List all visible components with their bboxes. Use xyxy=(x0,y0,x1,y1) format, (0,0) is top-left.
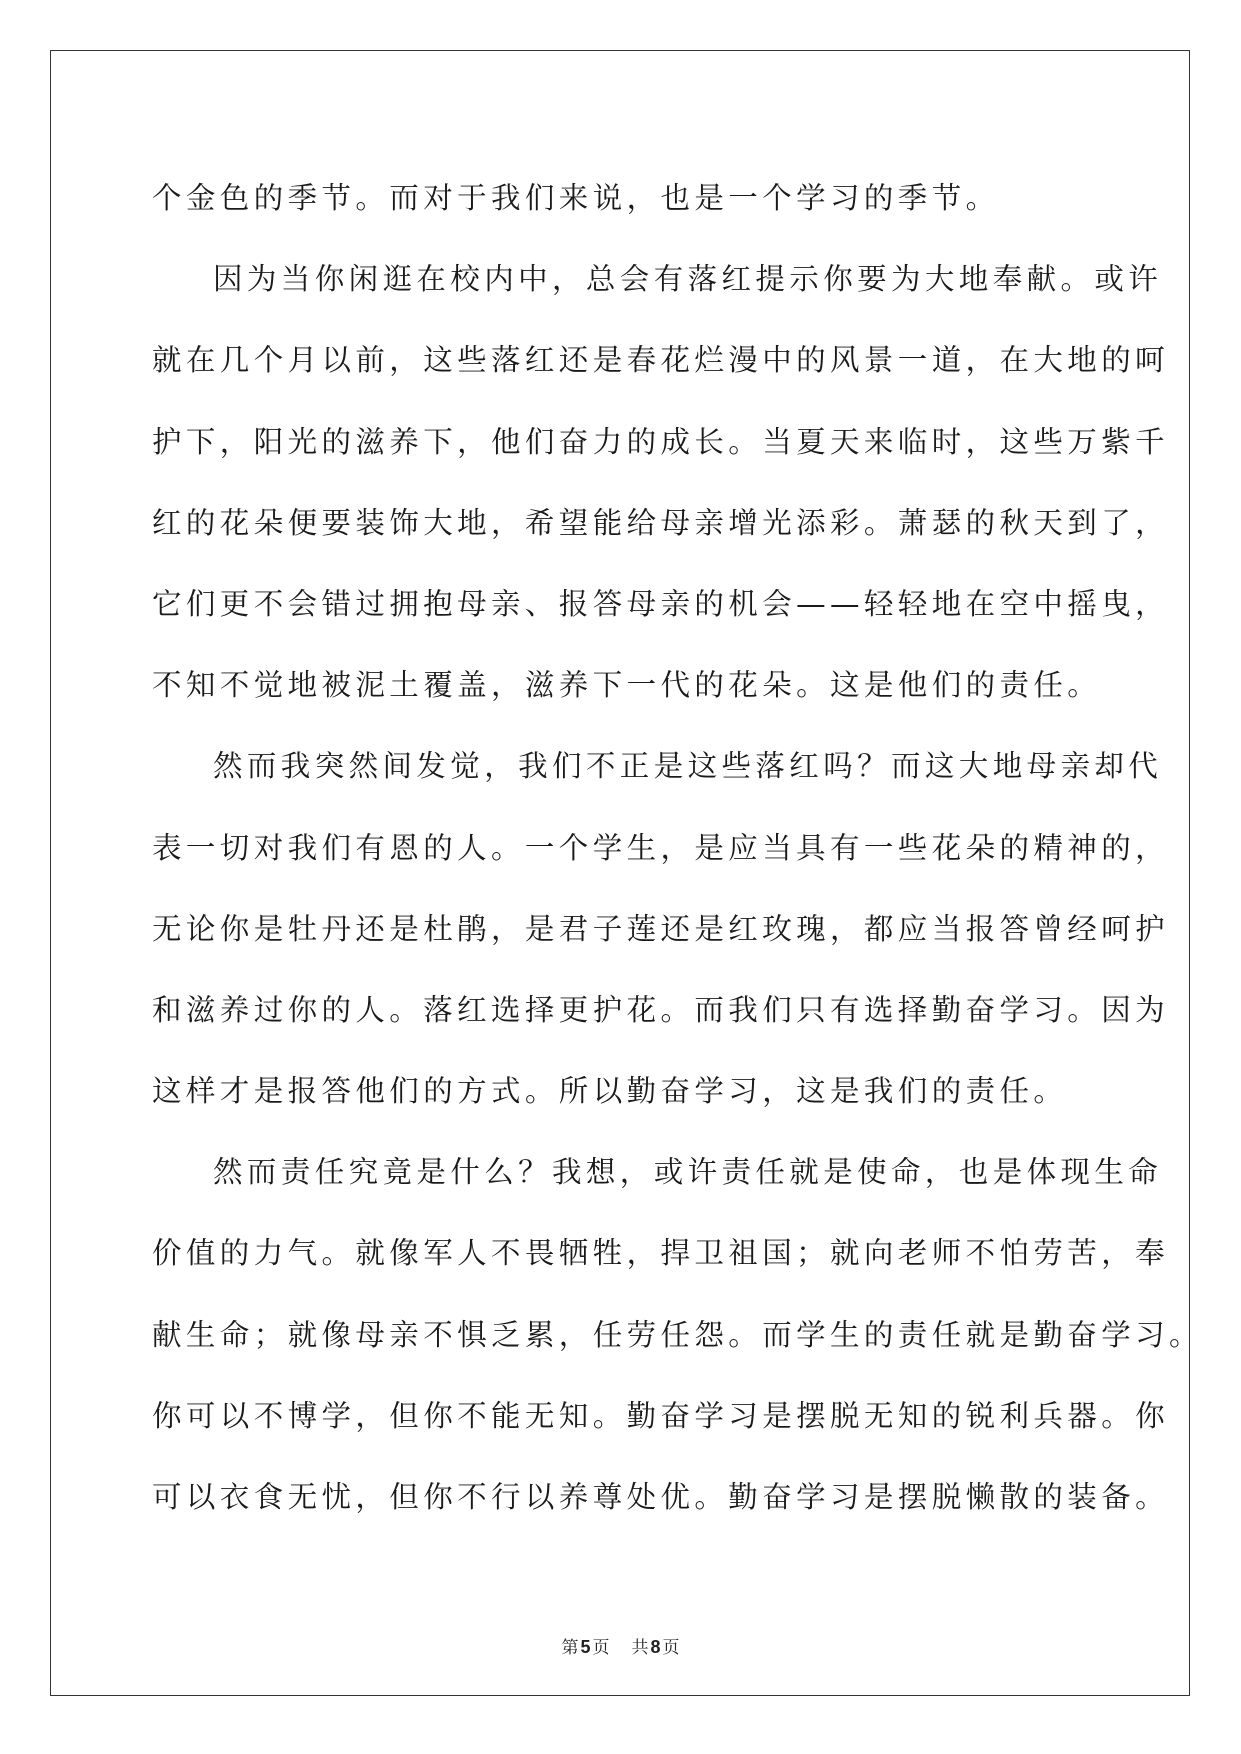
page-prefix: 第 xyxy=(561,1638,579,1658)
text-line-5: 红的花朵便要装饰大地，希望能给母亲增光添彩。萧瑟的秋天到了， xyxy=(152,505,1170,540)
text-line-2: 因为当你闲逛在校内中，总会有落红提示你要为大地奉献。或许 xyxy=(213,262,1163,297)
text-line-16: 你可以不博学，但你不能无知。勤奋学习是摆脱无知的锐利兵器。你 xyxy=(152,1398,1170,1433)
text-line-8: 然而我突然间发觉，我们不正是这些落红吗？而这大地母亲却代 xyxy=(213,749,1163,784)
text-line-4: 护下，阳光的滋养下，他们奋力的成长。当夏天来临时，这些万紫千 xyxy=(152,424,1170,459)
text-line-14: 价值的力气。就像军人不畏牺牲，捍卫祖国；就向老师不怕劳苦，奉 xyxy=(152,1236,1170,1271)
text-line-7: 不知不觉地被泥土覆盖，滋养下一代的花朵。这是他们的责任。 xyxy=(152,668,1102,703)
text-line-13: 然而责任究竟是什么？我想，或许责任就是使命，也是体现生命 xyxy=(213,1155,1163,1190)
text-line-6: 它们更不会错过拥抱母亲、报答母亲的机会——轻轻地在空中摇曳， xyxy=(152,586,1170,621)
total-prefix: 共 xyxy=(631,1638,649,1658)
text-line-1: 个金色的季节。而对于我们来说，也是一个学习的季节。 xyxy=(152,181,1000,215)
document-body xyxy=(152,158,1203,1538)
page-suffix: 页 xyxy=(592,1638,610,1658)
page-footer xyxy=(0,1633,1241,1658)
total-suffix: 页 xyxy=(662,1638,680,1658)
total-pages: 8 xyxy=(650,1637,661,1657)
text-line-17: 可以衣食无忧，但你不行以养尊处优。勤奋学习是摆脱懒散的装备。 xyxy=(152,1480,1170,1514)
text-line-12: 这样才是报答他们的方式。所以勤奋学习，这是我们的责任。 xyxy=(152,1074,1068,1109)
text-line-11: 和滋养过你的人。落红选择更护花。而我们只有选择勤奋学习。因为 xyxy=(152,992,1170,1027)
text-line-10: 无论你是牡丹还是杜鹃，是君子莲还是红玫瑰，都应当报答曾经呵护 xyxy=(152,911,1170,946)
text-line-15: 献生命；就像母亲不惧乏累，任劳任怨。而学生的责任就是勤奋学习。 xyxy=(152,1317,1203,1352)
text-line-3: 就在几个月以前，这些落红还是春花烂漫中的风景一道，在大地的呵 xyxy=(152,343,1170,378)
text-line-9: 表一切对我们有恩的人。一个学生，是应当具有一些花朵的精神的， xyxy=(152,830,1170,865)
page-number: 5 xyxy=(580,1637,591,1657)
